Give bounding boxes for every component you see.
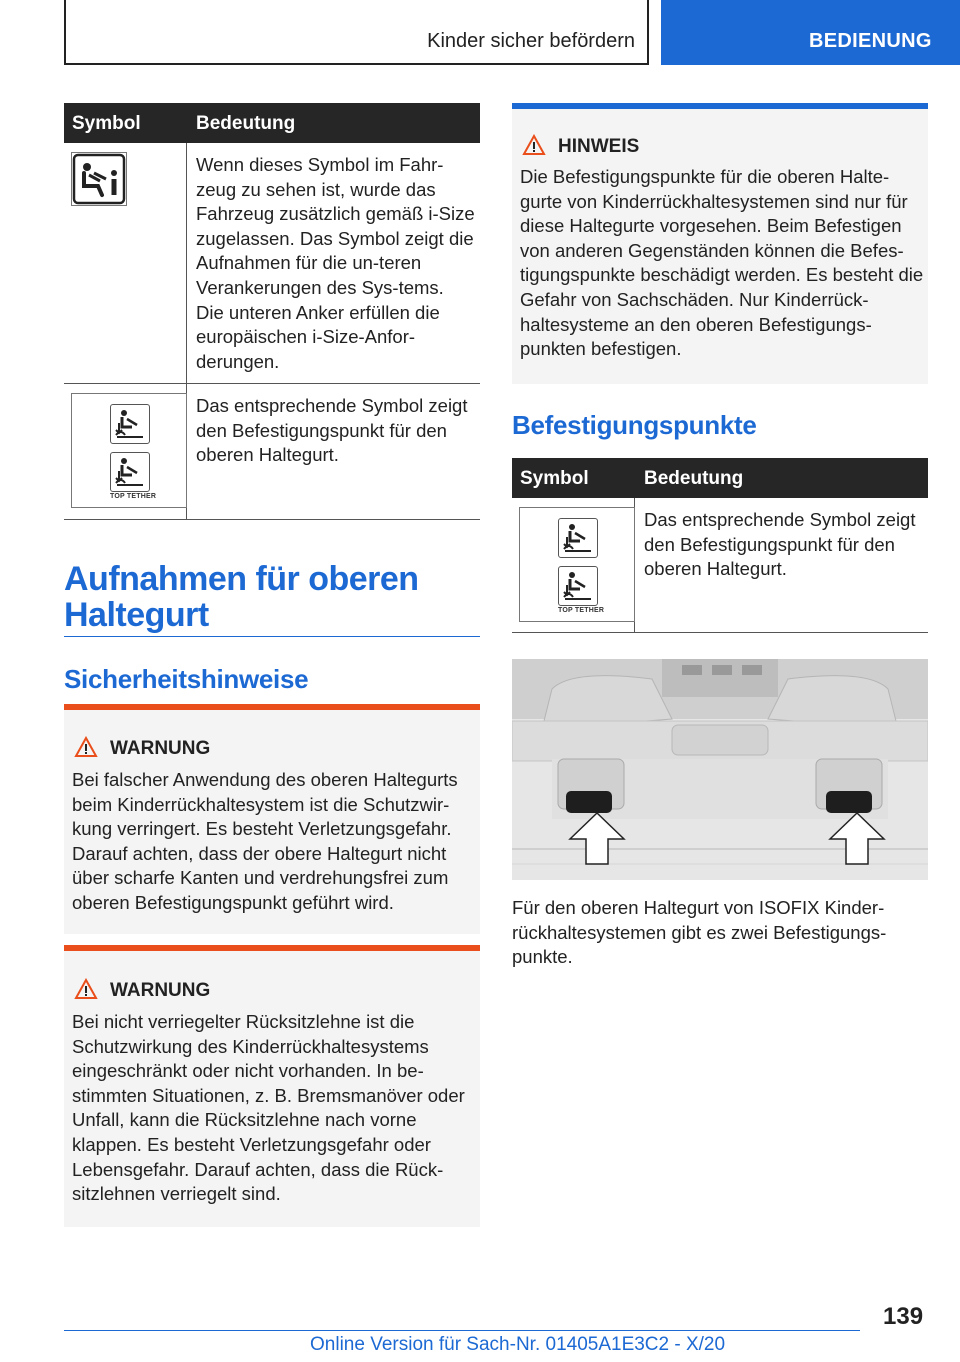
- befestigung-heading: Befestigungspunkte: [512, 410, 757, 440]
- header-section-title: Kinder sicher befördern: [427, 30, 635, 52]
- row-text: Das entsprechende Symbol zeigt den Befestigungspunkt für den oberen Haltegurt.: [196, 395, 468, 466]
- top-tether-icon: [110, 452, 150, 492]
- warning-triangle-icon: [74, 978, 98, 1000]
- warning-title: WARNUNG: [110, 980, 211, 1001]
- top-tether-icon: [110, 404, 150, 444]
- top-tether-icon: [558, 518, 598, 558]
- top-tether-label: TOP TETHER: [558, 607, 605, 614]
- top-tether-symbol-box: [519, 507, 635, 622]
- top-tether-symbol-box: [71, 393, 187, 508]
- hinweis-box: [512, 103, 928, 384]
- symbol-table-2: [512, 458, 928, 633]
- symbol-table-1: [64, 103, 480, 520]
- warning-text: Bei nicht verriegelter Rücksitzlehne ist die Schutzwirkung des Kinderrückhaltesystems eingeschränkt oder nicht vorhanden. In be-stimmten Situationen, z. B. Bremsmanöver oder Unfall, kann die Rücksitzlehne nach vorne klappen. Es besteht Verletzungsgefahr oder Lebensgefahr. Darauf achten, dass die Rück-sitzlehnen verriegelt sind.: [72, 1011, 465, 1205]
- hinweis-title: HINWEIS: [558, 136, 640, 157]
- warning-title: WARNUNG: [110, 738, 211, 759]
- section-rule: [64, 636, 480, 637]
- warning-text: Bei falscher Anwendung des oberen Haltegurts beim Kinderrückhaltesystem ist die Schutzwir-kung verringert. Es besteht Verletzungsgefahr. Darauf achten, dass der obere Haltegurt nicht über scharfe Kanten und verdrehungsfrei zum oberen Befestigungspunkt geführt wird.: [72, 769, 458, 913]
- photo-caption: Für den oberen Haltegurt von ISOFIX Kinder-rückhaltesystemen gibt es zwei Befestigungs-punkte.: [512, 897, 887, 968]
- top-tether-icon: [558, 566, 598, 606]
- page-number: 139: [883, 1303, 924, 1330]
- header-chapter-label: BEDIENUNG: [809, 30, 932, 52]
- section-title: Aufnahmen für oberen Haltegurt: [64, 560, 419, 634]
- warning-triangle-icon: [74, 736, 98, 758]
- table-row: [64, 143, 480, 384]
- isofix-i-size-icon: [71, 152, 127, 206]
- warning-box-2: [64, 945, 480, 1227]
- header-section-box: [64, 0, 649, 65]
- table-row: [64, 384, 480, 520]
- table-row: [512, 498, 928, 633]
- hinweis-text: Die Befestigungspunkte für die oberen Halte-gurte von Kinderrückhaltesystemen sind nur für diese Haltegurte vorgesehen. Beim Befestigen von anderen Gegenständen können die Befes-tigungspunkte beschädigt werden. Es besteht die Gefahr von Sachschäden. Nur Kinderrück-haltesysteme an den oberen Befestigungs-punkten befestigen.: [520, 166, 924, 360]
- online-version-text: Online Version für Sach-Nr. 01405A1E3C2 - X/20: [310, 1334, 726, 1355]
- col-symbol-header: Symbol: [520, 468, 589, 489]
- col-meaning-header: Bedeutung: [644, 468, 744, 489]
- footer-rule: [64, 1330, 860, 1331]
- warning-box-1: [64, 704, 480, 934]
- safety-heading: Sicherheitshinweise: [64, 664, 309, 694]
- trunk-anchor-photo: [512, 659, 928, 880]
- warning-triangle-icon: [522, 134, 546, 156]
- col-meaning-header: Bedeutung: [196, 113, 296, 134]
- row-text: Das entsprechende Symbol zeigt den Befestigungspunkt für den oberen Haltegurt.: [644, 509, 916, 580]
- table-header: [64, 103, 480, 143]
- row-text: Wenn dieses Symbol im Fahr-zeug zu sehen ist, wurde das Fahrzeug zusätzlich gemäß i-Size zugelassen. Das Symbol zeigt die Aufnahmen für die un-teren Verankerungen des Sys-tems. Die unteren Anker erfüllen die europäischen i-Size-Anfor-derungen.: [196, 154, 475, 372]
- col-symbol-header: Symbol: [72, 113, 141, 134]
- top-tether-label: TOP TETHER: [110, 493, 157, 500]
- header-chapter-tab: [661, 0, 960, 65]
- table-header: [512, 458, 928, 498]
